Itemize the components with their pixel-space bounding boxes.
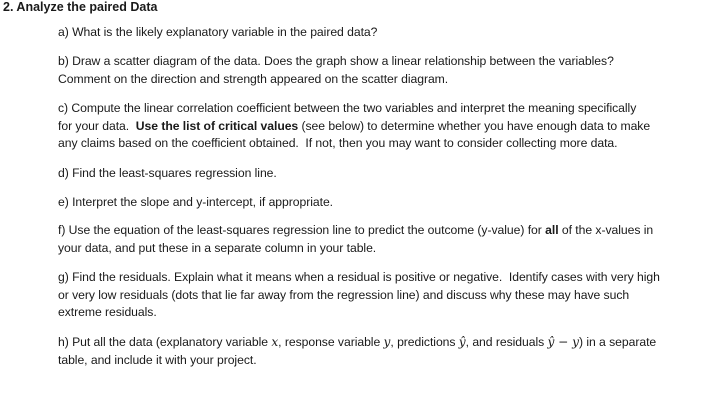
question-h-text-2: , response variable: [278, 335, 384, 349]
question-c-line-3: any claims based on the coefficient obtained. If not, then you may want to consider collecting more data.: [58, 136, 618, 150]
question-f-line-2: your data, and put these in a separate column in your table.: [58, 240, 377, 255]
question-f: [58, 222, 698, 257]
question-h-text-5: ) in a separate: [578, 335, 657, 349]
question-f-line-1: [58, 222, 698, 240]
question-g-line-1: g) Find the residuals. Explain what it means when a residual is positive or negative. Identify cases with very high: [58, 270, 660, 284]
question-h-line-1: [58, 334, 698, 352]
math-y-hat: ŷ: [458, 335, 466, 349]
question-h: [58, 334, 698, 369]
math-y: y: [383, 335, 391, 349]
question-c-line-2-pre: for your data.: [58, 118, 136, 133]
question-h-text-3: , predictions: [390, 335, 459, 349]
question-c-line-2-post: (see below) to determine whether you have enough data to make: [298, 118, 651, 133]
section-heading: 2. Analyze the paired Data: [3, 0, 158, 14]
question-b: [58, 53, 698, 88]
question-e-line-1: e) Interpret the slope and y-intercept, if appropriate.: [58, 195, 334, 209]
question-a: [58, 24, 698, 42]
question-g-line-3: extreme residuals.: [58, 305, 157, 319]
question-c-line-2: [58, 118, 698, 136]
question-h-text-4: , and residuals: [465, 335, 548, 349]
math-x: x: [271, 335, 279, 349]
question-f-line-1-pre: f) Use the equation of the least-squares regression line to predict the outcome (y-value) for: [58, 223, 546, 237]
question-g: [58, 269, 698, 322]
question-f-line-1-post: of the x-values in: [558, 223, 654, 237]
question-e: [58, 194, 698, 212]
question-c: [58, 100, 698, 153]
question-c-line-1: c) Compute the linear correlation coefficient between the two variables and interpret the meaning specifically: [58, 101, 637, 115]
question-g-line-2: or very low residuals (dots that lie far away from the regression line) and discuss why these may have such: [58, 287, 630, 302]
critical-values-emphasis: Use the list of critical values: [135, 118, 299, 133]
question-b-line-1: b) Draw a scatter diagram of the data. Does the graph show a linear relationship between the variables?: [58, 54, 614, 68]
question-a-line-1: a) What is the likely explanatory variable in the paired data?: [58, 25, 378, 39]
question-b-line-2: Comment on the direction and strength appeared on the scatter diagram.: [58, 71, 449, 86]
question-h-line-2: table, and include it with your project.: [58, 352, 257, 367]
question-d-line-1: d) Find the least-squares regression line.: [58, 166, 277, 180]
question-h-text-1: h) Put all the data (explanatory variable: [58, 335, 272, 349]
all-emphasis: all: [545, 223, 559, 237]
question-d: [58, 165, 698, 183]
math-residual-expression: ŷ − y: [547, 335, 579, 349]
